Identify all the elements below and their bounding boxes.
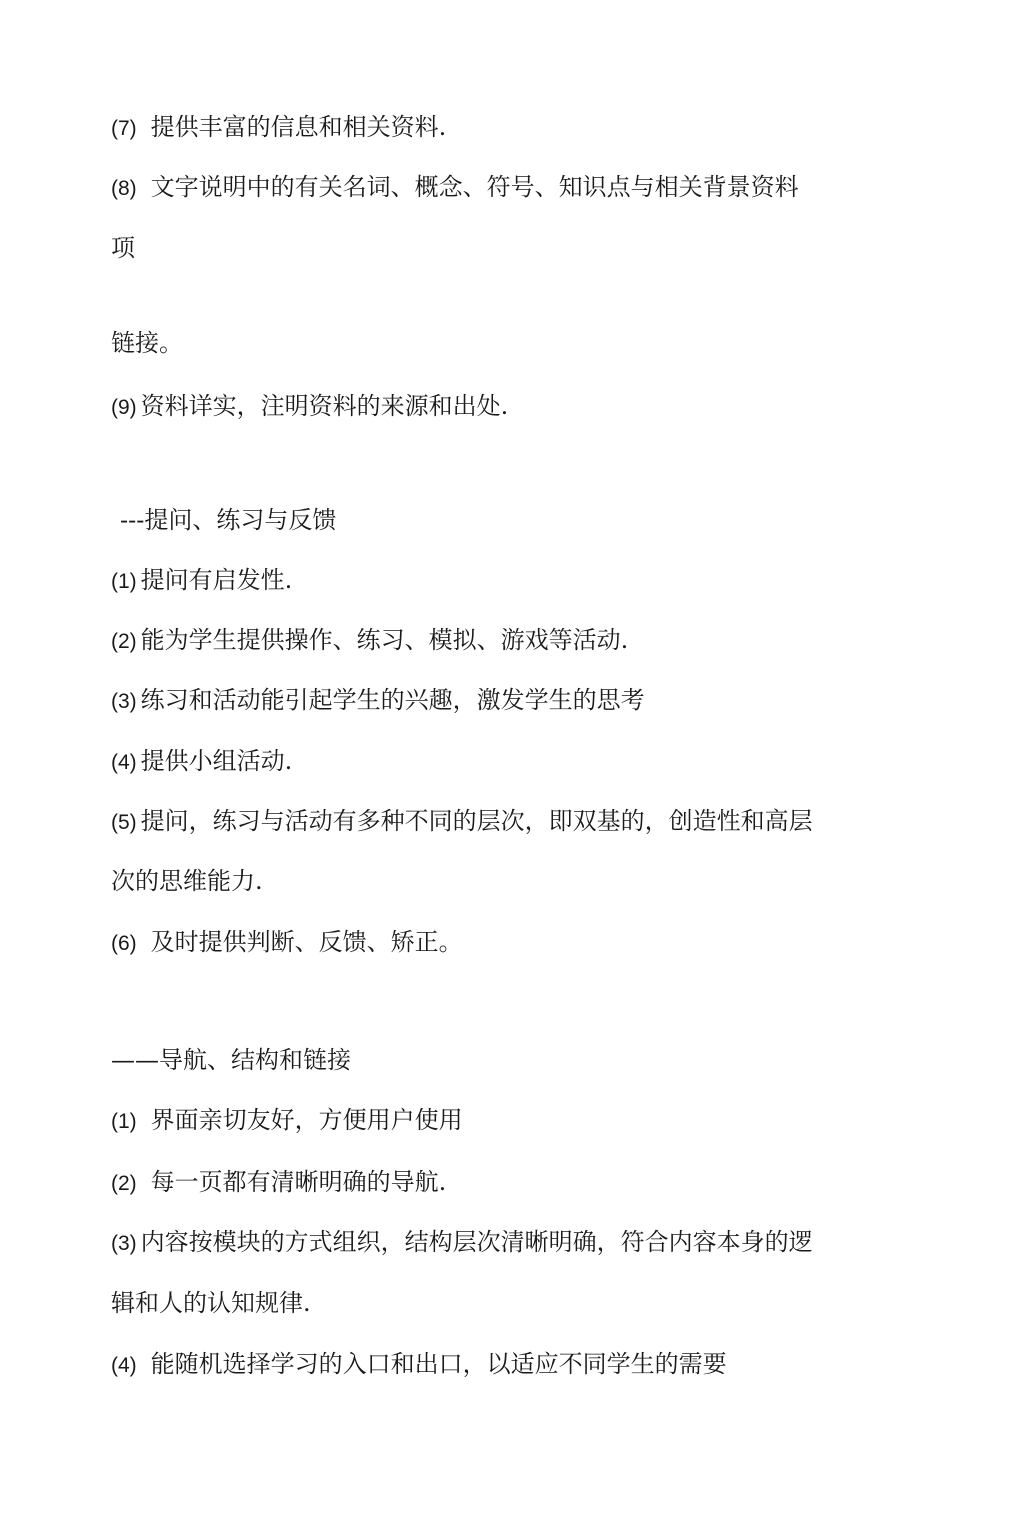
item-text: 能为学生提供操作、练习、模拟、游戏等活动. (140, 626, 629, 654)
list-item (111, 112, 446, 144)
item-text: 文字说明中的有关名词、概念、符号、知识点与相关背景资料 (150, 173, 799, 201)
item-text: 提问，练习与活动有多种不同的层次，即双基的，创造性和高层 (140, 807, 813, 835)
item-number: (5) (111, 811, 137, 834)
item-text: 及时提供判断、反馈、矫正。 (150, 928, 463, 956)
item-continuation: 项 (111, 234, 135, 262)
item-number: (7) (111, 117, 137, 140)
list-item (111, 685, 645, 717)
item-number: (4) (111, 751, 137, 774)
item-number: (2) (111, 1172, 137, 1195)
list-item (111, 391, 508, 423)
item-number: (6) (111, 932, 137, 955)
item-number: (8) (111, 177, 137, 200)
section-heading: ---提问、练习与反馈 (120, 506, 337, 534)
list-item (111, 1227, 813, 1259)
list-item (111, 927, 463, 959)
list-item (111, 172, 799, 204)
item-text: 界面亲切友好，方便用户使用 (150, 1106, 463, 1134)
item-text: 内容按模块的方式组织，结构层次清晰明确，符合内容本身的逻 (140, 1228, 813, 1256)
list-item (111, 806, 813, 838)
item-continuation: 次的思维能力. (111, 867, 263, 895)
item-text: 练习和活动能引起学生的兴趣，激发学生的思考 (140, 686, 645, 714)
item-text: 每一页都有清晰明确的导航. (150, 1168, 447, 1196)
list-item (111, 746, 292, 778)
item-text: 资料详实，注明资料的来源和出处. (140, 392, 509, 420)
item-text: 能随机选择学习的入口和出口，以适应不同学生的需要 (150, 1350, 727, 1378)
list-item (111, 1167, 446, 1199)
list-item (111, 565, 292, 597)
item-number: (3) (111, 1232, 137, 1255)
item-number: (4) (111, 1354, 137, 1377)
item-text: 提供小组活动. (140, 747, 293, 775)
list-item (111, 1349, 727, 1381)
section-heading: ——导航、结构和链接 (111, 1046, 351, 1074)
item-number: (9) (111, 396, 137, 419)
item-text: 提问有启发性. (140, 566, 293, 594)
item-text: 提供丰富的信息和相关资料. (150, 113, 447, 141)
item-number: (3) (111, 690, 137, 713)
list-item (111, 625, 628, 657)
list-item (111, 1105, 463, 1137)
item-number: (1) (111, 1110, 137, 1133)
item-number: (2) (111, 630, 137, 653)
item-continuation: 链接。 (111, 329, 183, 357)
item-number: (1) (111, 570, 137, 593)
item-continuation: 辑和人的认知规律. (111, 1289, 311, 1317)
